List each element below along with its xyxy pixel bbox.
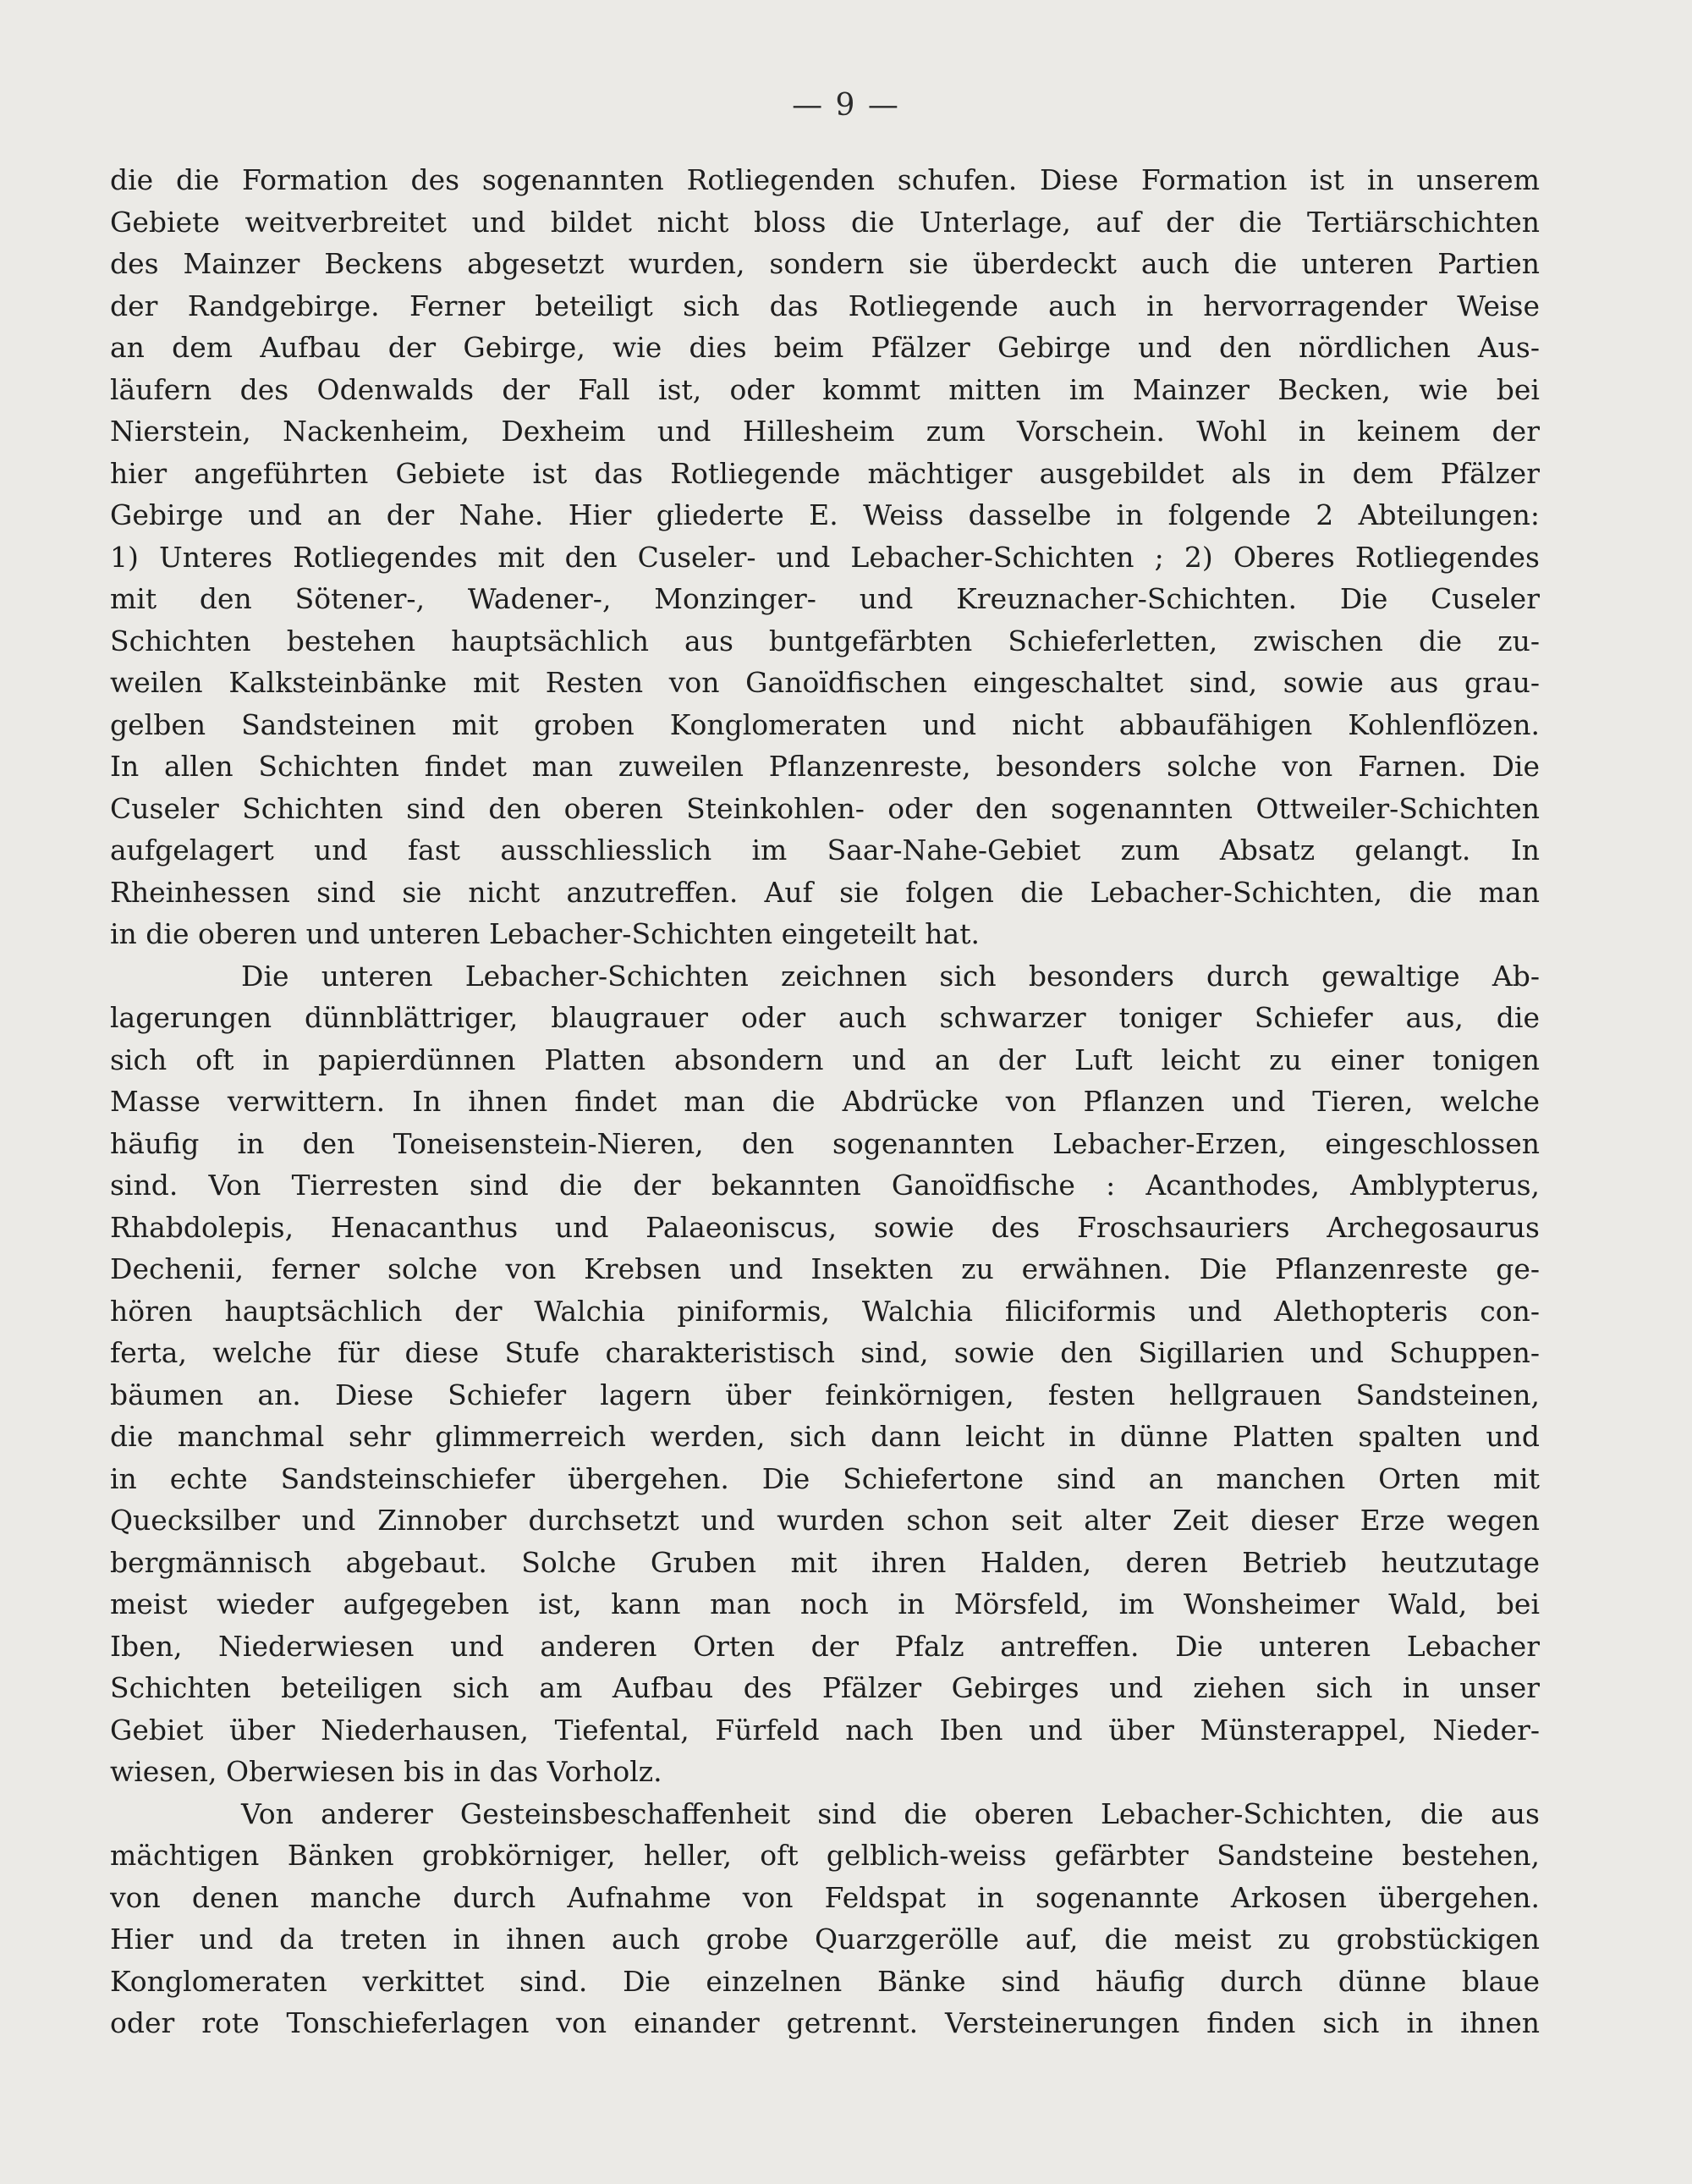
text-line: gelben Sandsteinen mit groben Konglomeraten und nicht abbaufähigen Kohlenflözen.: [110, 707, 1540, 741]
text-line: In allen Schichten findet man zuweilen Pflanzenreste, besonders solche von Farnen. Die: [110, 750, 1540, 783]
text-line: häufig in den Toneisenstein-Nieren, den sogenannten Lebacher-Erzen, eingeschlossen: [110, 1126, 1540, 1160]
text-line: in die oberen und unteren Lebacher-Schichten eingeteilt hat.: [110, 917, 980, 950]
text-line: in echte Sandsteinschiefer übergehen. Die Schiefertone sind an manchen Orten mit: [110, 1461, 1540, 1495]
text-line: bergmännisch abgebaut. Solche Gruben mit ihren Halden, deren Betrieb heutzutage: [110, 1545, 1540, 1579]
text-line: wiesen, Oberwiesen bis in das Vorholz.: [110, 1755, 662, 1788]
text-line: Konglomeraten verkittet sind. Die einzelnen Bänke sind häufig durch dünne blaue: [110, 1964, 1540, 1998]
text-line: die die Formation des sogenannten Rotliegenden schufen. Diese Formation ist in unserem: [110, 163, 1540, 196]
text-line: oder rote Tonschieferlagen von einander getrennt. Versteinerungen finden sich in ihnen: [110, 2006, 1540, 2039]
text-line: Iben, Niederwiesen und anderen Orten der Pfalz antreffen. Die unteren Lebacher: [110, 1629, 1540, 1663]
text-line: 1) Unteres Rotliegendes mit den Cuseler- und Lebacher-Schichten ; 2) Oberes Rotliegendes: [110, 540, 1540, 574]
text-line: die manchmal sehr glimmerreich werden, sich dann leicht in dünne Platten spalten und: [110, 1420, 1540, 1453]
text-line: der Randgebirge. Ferner beteiligt sich das Rotliegende auch in hervorragender Weise: [110, 289, 1540, 322]
text-line: Gebiete weitverbreitet und bildet nicht bloss die Unterlage, auf der die Tertiärschichten: [110, 205, 1540, 239]
text-line: von denen manche durch Aufnahme von Feldspat in sogenannte Arkosen übergehen.: [110, 1880, 1540, 1914]
text-line: Hier und da treten in ihnen auch grobe Quarzgerölle auf, die meist zu grobstückigen: [110, 1923, 1540, 1956]
text-line: Schichten beteiligen sich am Aufbau des Pfälzer Gebirges und ziehen sich in unser: [110, 1671, 1540, 1704]
text-line: läufern des Odenwalds der Fall ist, oder kommt mitten im Mainzer Becken, wie bei: [110, 372, 1540, 406]
text-line: des Mainzer Beckens abgesetzt wurden, sondern sie überdeckt auch die unteren Partien: [110, 247, 1540, 280]
text-line: an dem Aufbau der Gebirge, wie dies beim Pfälzer Gebirge und den nördlichen Aus-: [110, 331, 1540, 364]
text-line: Die unteren Lebacher-Schichten zeichnen sich besonders durch gewaltige Ab-: [241, 959, 1540, 993]
text-line: Von anderer Gesteinsbeschaffenheit sind die oberen Lebacher-Schichten, die aus: [241, 1796, 1540, 1830]
text-line: hören hauptsächlich der Walchia piniformis, Walchia filiciformis und Alethopteris con-: [110, 1294, 1540, 1328]
text-line: Quecksilber und Zinnober durchsetzt und wurden schon seit alter Zeit dieser Erze wegen: [110, 1504, 1540, 1537]
text-line: weilen Kalksteinbänke mit Resten von Ganoïdfischen eingeschaltet sind, sowie aus grau-: [110, 666, 1540, 699]
body-text: [110, 159, 1540, 2044]
page-number: — 9 —: [792, 88, 900, 123]
text-line: ferta, welche für diese Stufe charakteristisch sind, sowie den Sigillarien und Schuppen-: [110, 1336, 1540, 1369]
text-line: Schichten bestehen hauptsächlich aus buntgefärbten Schieferletten, zwischen die zu-: [110, 624, 1540, 657]
text-line: meist wieder aufgegeben ist, kann man noch in Mörsfeld, im Wonsheimer Wald, bei: [110, 1587, 1540, 1620]
text-line: hier angeführten Gebiete ist das Rotliegende mächtiger ausgebildet als in dem Pfälzer: [110, 456, 1540, 490]
text-line: sind. Von Tierresten sind die der bekannten Ganoïdfische : Acanthodes, Amblypterus,: [110, 1169, 1540, 1202]
text-line: sich oft in papierdünnen Platten absondern und an der Luft leicht zu einer tonigen: [110, 1042, 1540, 1076]
text-line: lagerungen dünnblättriger, blaugrauer oder auch schwarzer toniger Schiefer aus, die: [110, 1001, 1540, 1034]
text-line: bäumen an. Diese Schiefer lagern über feinkörnigen, festen hellgrauen Sandsteinen,: [110, 1378, 1540, 1411]
text-line: Rheinhessen sind sie nicht anzutreffen. Auf sie folgen die Lebacher-Schichten, die man: [110, 875, 1540, 909]
text-line: mit den Sötener-, Wadener-, Monzinger- und Kreuznacher-Schichten. Die Cuseler: [110, 582, 1540, 615]
text-line: Cuseler Schichten sind den oberen Steinkohlen- oder den sogenannten Ottweiler-Schichten: [110, 791, 1540, 825]
text-line: Rhabdolepis, Henacanthus und Palaeoniscus, sowie des Froschsauriers Archegosaurus: [110, 1210, 1540, 1244]
text-line: aufgelagert und fast ausschliesslich im Saar-Nahe-Gebiet zum Absatz gelangt. In: [110, 833, 1540, 866]
text-line: Dechenii, ferner solche von Krebsen und Insekten zu erwähnen. Die Pflanzenreste ge-: [110, 1252, 1540, 1285]
text-line: Gebirge und an der Nahe. Hier gliederte E. Weiss dasselbe in folgende 2 Abteilungen:: [110, 498, 1540, 531]
text-line: Gebiet über Niederhausen, Tiefental, Fürfeld nach Iben und über Münsterappel, Nieder-: [110, 1713, 1540, 1747]
text-line: Masse verwittern. In ihnen findet man die Abdrücke von Pflanzen und Tieren, welche: [110, 1085, 1540, 1118]
text-line: mächtigen Bänken grobkörniger, heller, oft gelblich-weiss gefärbter Sandsteine bestehen,: [110, 1839, 1540, 1872]
text-line: Nierstein, Nackenheim, Dexheim und Hillesheim zum Vorschein. Wohl in keinem der: [110, 415, 1540, 448]
